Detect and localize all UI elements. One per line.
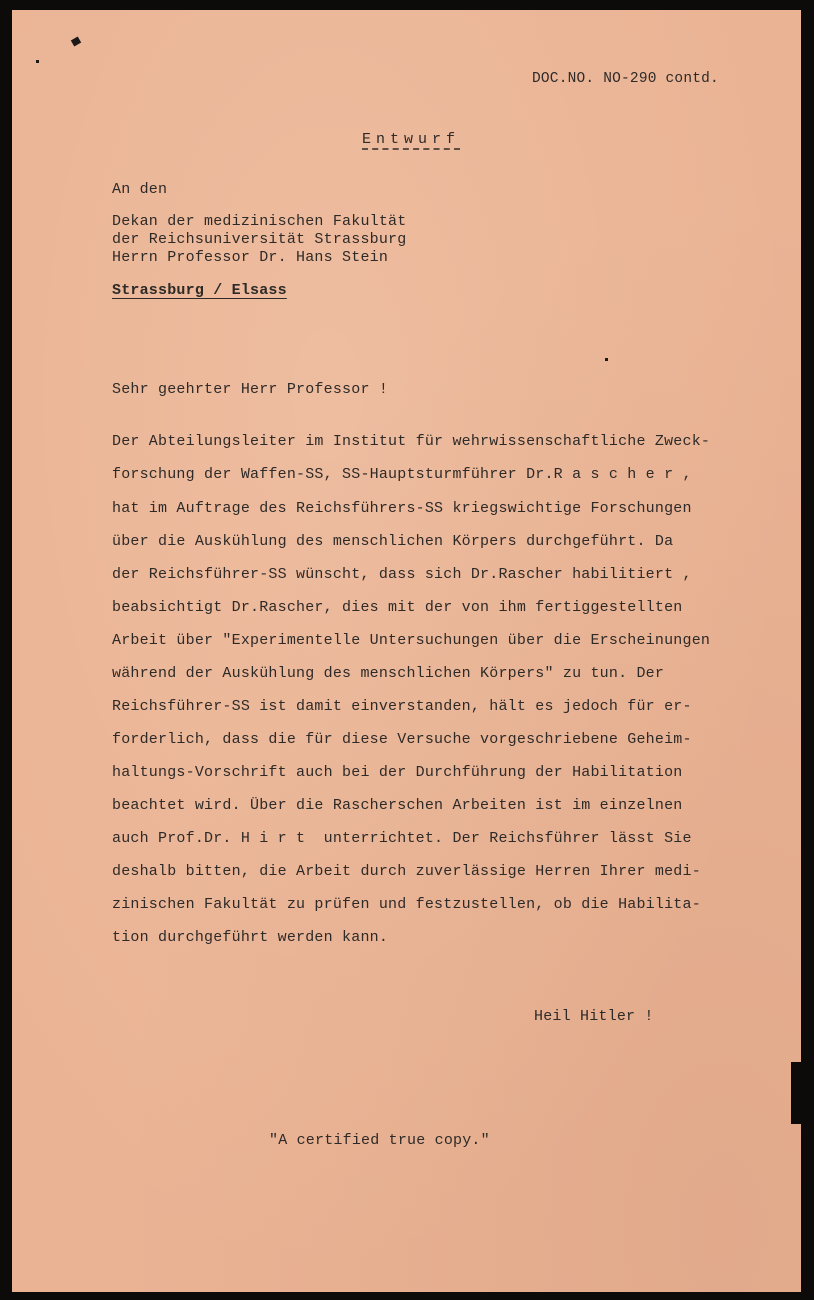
ink-speck bbox=[36, 60, 39, 63]
recipient-address bbox=[112, 213, 406, 267]
body-line: über die Auskühlung des menschlichen Körpers durchgeführt. Da bbox=[112, 533, 674, 550]
recipient-city: Strassburg / Elsass bbox=[112, 282, 287, 299]
body-line: auch Prof.Dr. H i r t unterrichtet. Der Reichsführer lässt Sie bbox=[112, 830, 692, 847]
body-line: tion durchgeführt werden kann. bbox=[112, 929, 389, 946]
body-line: haltungs-Vorschrift auch bei der Durchführung der Habilitation bbox=[112, 764, 683, 781]
salutation: Sehr geehrter Herr Professor ! bbox=[112, 381, 389, 398]
page-edge-damage bbox=[791, 1062, 801, 1124]
document-reference: DOC.NO. NO-290 contd. bbox=[532, 71, 719, 87]
body-line: deshalb bitten, die Arbeit durch zuverlässige Herren Ihrer medi- bbox=[112, 863, 701, 880]
body-line: Der Abteilungsleiter im Institut für wehrwissenschaftliche Zweck- bbox=[112, 433, 711, 450]
body-line: der Reichsführer-SS wünscht, dass sich Dr.Rascher habilitiert , bbox=[112, 566, 692, 583]
body-line: beabsichtigt Dr.Rascher, dies mit der von ihm fertiggestellten bbox=[112, 599, 683, 616]
certification-note: "A certified true copy." bbox=[269, 1132, 490, 1149]
body-line: beachtet wird. Über die Rascherschen Arbeiten ist im einzelnen bbox=[112, 797, 683, 814]
body-line: forderlich, dass die für diese Versuche vorgeschriebene Geheim- bbox=[112, 731, 692, 748]
ink-speck bbox=[71, 36, 81, 46]
body-line: Reichsführer-SS ist damit einverstanden, hält es jedoch für er- bbox=[112, 698, 692, 715]
closing: Heil Hitler ! bbox=[534, 1008, 654, 1025]
body-line: zinischen Fakultät zu prüfen und festzustellen, ob die Habilita- bbox=[112, 896, 701, 913]
recipient-line: der Reichsuniversität Strassburg bbox=[112, 231, 407, 248]
recipient-intro: An den bbox=[112, 181, 168, 198]
document-title: Entwurf bbox=[362, 131, 461, 148]
body-line: Arbeit über "Experimentelle Untersuchungen über die Erscheinungen bbox=[112, 632, 711, 649]
body-line: während der Auskühlung des menschlichen Körpers" zu tun. Der bbox=[112, 665, 665, 682]
recipient-line: Herrn Professor Dr. Hans Stein bbox=[112, 249, 389, 266]
ink-speck bbox=[605, 358, 608, 361]
body-line: hat im Auftrage des Reichsführers-SS kriegswichtige Forschungen bbox=[112, 500, 692, 517]
recipient-line: Dekan der medizinischen Fakultät bbox=[112, 213, 407, 230]
document-page bbox=[12, 10, 801, 1292]
body-line: forschung der Waffen-SS, SS-Hauptsturmführer Dr.R a s c h e r , bbox=[112, 466, 692, 483]
